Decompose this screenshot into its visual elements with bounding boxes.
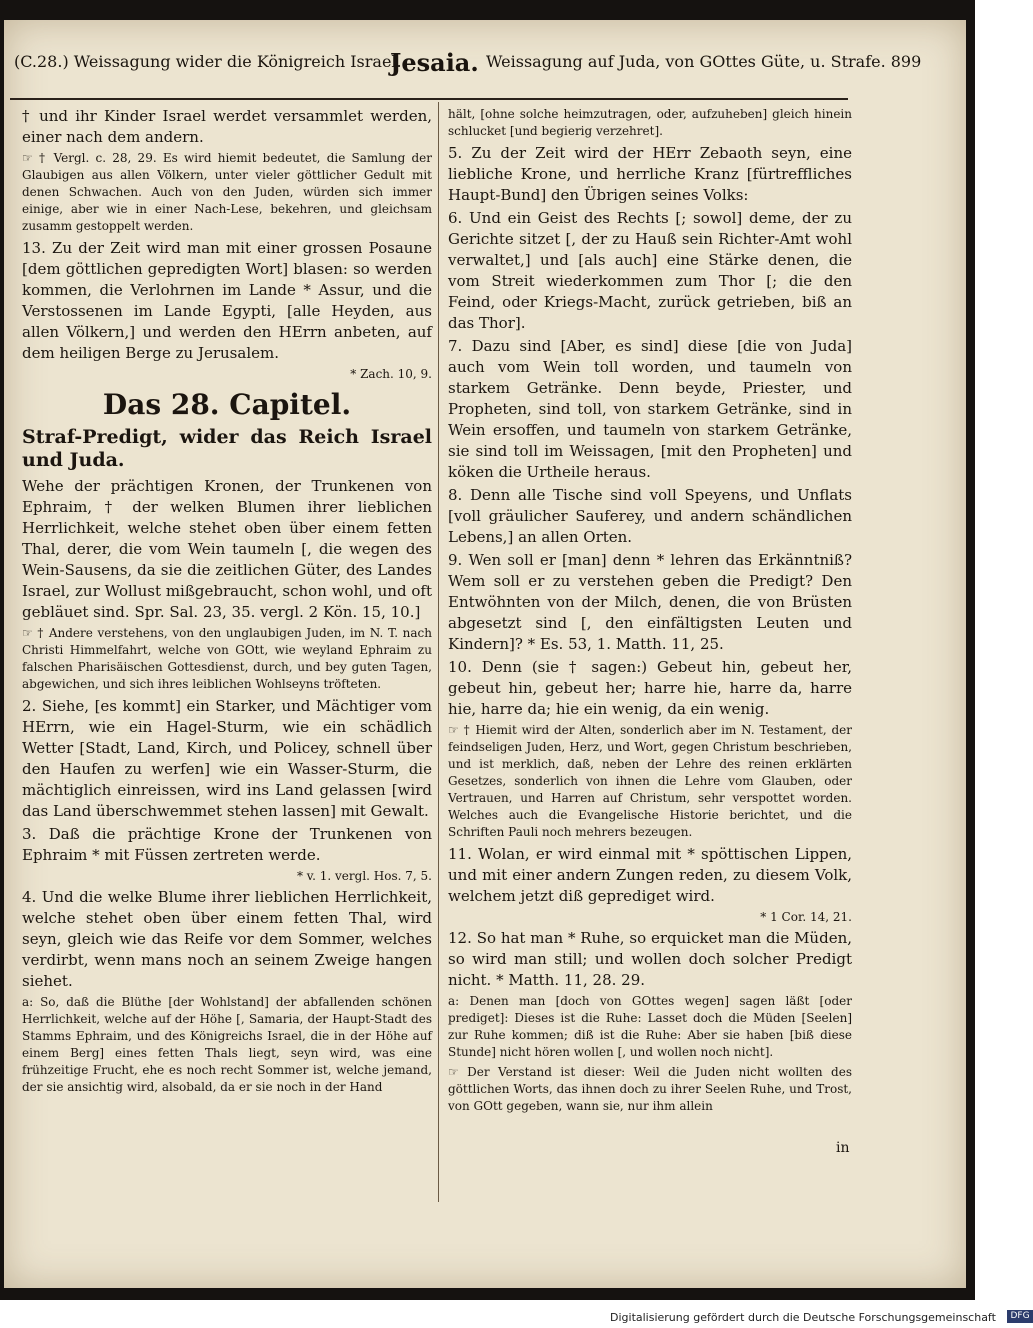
verse-paragraph: 12. So hat man * Ruhe, so erquicket man die Müden, so wird man still; und wollen doch solcher Predigt nicht. * Matth. 11, 28. 29. (448, 929, 852, 989)
verse-paragraph: 6. Und ein Geist des Rechts [; sowol] deme, der zu Gerichte sitzet [, der zu Hauß sein Richter-Amt wohl verwaltet,] und [als auch] eine Stärke denen, die vom Streit wiederkommen zum Thor [; die den Feind, oder Kriegs-Macht, zurück getrieben, biß an das Thor]. (448, 209, 852, 332)
cross-reference: * 1 Cor. 14, 21. (760, 910, 852, 924)
header-rule (10, 98, 848, 100)
verse-paragraph: 5. Zu der Zeit wird der HErr Zebaoth seyn, eine liebliche Krone, und herrliche Kranz [fürtreffliches Haupt-Bund] den Übrigen seines Volks: (448, 144, 852, 204)
header-right: Weissagung auf Juda, von GOttes Güte, u. Strafe. 899 (486, 52, 922, 71)
commentary-note: a: Denen man [doch von GOttes wegen] sagen läßt [oder prediget]: Dieses ist die Ruhe: Lasset doch die Müden [Seelen] zur Ruhe kommen; diß ist die Ruhe: Aber sie haben [biß diese Stunde] nicht hören wollen [, und wollen noch nicht]. (448, 994, 852, 1059)
verse-paragraph: 11. Wolan, er wird einmal mit * spöttischen Lippen, und mit einer andern Zungen reden, zu diesem Volk, welchem jetzt diß geprediget wird. (448, 845, 852, 905)
chapter-subtitle: Straf-Predigt, wider das Reich Israel und Juda. (22, 426, 432, 471)
right-column (448, 106, 852, 1118)
footer (610, 1306, 1030, 1324)
left-column (22, 106, 432, 1099)
dfg-logo-icon: DFG (1007, 1310, 1033, 1323)
header-left: (C.28.) Weissagung wider die Königreich Israel. (14, 52, 402, 71)
verse-paragraph: 3. Daß die prächtige Krone der Trunkenen von Ephraim * mit Füssen zertreten werde. (22, 825, 432, 864)
commentary-note: ☞ † Hiemit wird der Alten, sonderlich aber im N. Testament, der feindseligen Juden, Herz, und Wort, gegen Christum beschrieben, und ist merklich, daß, neben der Lehre des reinen erklärten Gesetzes, sonderlich von ihnen die Lehre vom Glauben, oder Vertrauen, und Harren auf Christum, sehr verspottet worden. Welches auch die Evangelische Historie berichtet, und die Schriften Pauli noch mehrers bezeugen. (448, 723, 852, 839)
verse-paragraph: 4. Und die welke Blume ihrer lieblichen Herrlichkeit, welche stehet oben über einem fetten Thal, wird seyn, gleich wie das Reife vor dem Sommer, welches verdirbt, wenn mans noch an seinem Zweige hangen siehet. (22, 888, 432, 990)
verse-paragraph: 7. Dazu sind [Aber, es sind] diese [die von Juda] auch vom Wein toll worden, und taumeln von starkem Getränke. Denn beyde, Priester, und Propheten, sind toll, von starkem Getränke, sind in Wein ersoffen, und taumeln von starkem Getränke, sie sind toll im Weissagen, [mit den Propheten] und köken die Urtheile heraus. (448, 337, 852, 481)
cross-reference: * v. 1. vergl. Hos. 7, 5. (296, 869, 432, 883)
catchword: in (836, 1140, 850, 1156)
chapter-title: Das 28. Capitel. (102, 388, 352, 421)
cross-reference: * Zach. 10, 9. (350, 367, 432, 381)
verse-paragraph: 8. Denn alle Tische sind voll Speyens, und Unflats [voll gräulicher Sauferey, und andern schändlichen Lebens,] an allen Orten. (448, 486, 852, 546)
verse-paragraph: 2. Siehe, [es kommt] ein Starker, und Mächtiger vom HErrn, wie ein Hagel-Sturm, wie ein schädlich Wetter [Stadt, Land, Kirch, und Policey, schnell über den Haufen zu werfen] wie ein Wasser-Sturm, die mächtiglich einreissen, wird ins Land gelassen [wird das Land überschwemmet stehen lassen] mit Gewalt. (22, 697, 432, 820)
verse-paragraph: Wehe der prächtigen Kronen, der Trunkenen von Ephraim, † der welken Blumen ihrer lieblichen Herrlichkeit, welche stehet oben über einem fetten Thal, derer, die vom Wein taumeln [, die wegen des Wein-Sausens, da sie die zeitlichen Güter, des Landes Israel, zur Wollust mißgebraucht, schon wohl, und oft gebläuet sind. Spr. Sal. 23, 35. vergl. 2 Kön. 15, 10.] (22, 477, 432, 621)
commentary-note: hält, [ohne solche heimzutragen, oder, aufzuheben] gleich hinein schlucket [und begierig verzehret]. (448, 107, 852, 138)
header-book-title: Jesaia. (390, 48, 479, 77)
footer-text: Digitalisierung gefördert durch die Deutsche Forschungsgemeinschaft (610, 1311, 996, 1324)
verse-paragraph: 10. Denn (sie † sagen:) Gebeut hin, gebeut her, gebeut hin, gebeut her; harre hie, harre da, harre hie, harre da; hie ein wenig, da ein wenig. (448, 658, 852, 718)
verse-paragraph: † und ihr Kinder Israel werdet versammlet werden, einer nach dem andern. (22, 107, 432, 146)
verse-paragraph: 9. Wen soll er [man] denn * lehren das Erkänntniß? Wem soll er zu verstehen geben die Predigt? Den Entwöhnten von der Milch, denen, die von Brüsten abgesetzt sind [, den einfältigsten Leuten und Kindern]? * Es. 53, 1. Matth. 11, 25. (448, 551, 852, 653)
commentary-note: ☞ † Vergl. c. 28, 29. Es wird hiemit bedeutet, die Samlung der Glaubigen aus allen Völkern, unter vieler göttlicher Gedult mit denen Schwachen. Auch von den Juden, würden sich immer einige, aber wie in einer Nach-Lese, bekehren, und gleichsam zusamm gestoppelt werden. (22, 151, 432, 233)
running-header (10, 48, 950, 92)
commentary-note: a: So, daß die Blüthe [der Wohlstand] der abfallenden schönen Herrlichkeit, welche auf der Höhe [, Samaria, der Haupt-Stadt des Stamms Ephraim, und des Königreichs Israel, die in der Höhe auf einem Berg] eines fetten Thals liegt, seyn wird, was eine frühzeitige Frucht, ehe es noch recht Sommer ist, welche jemand, der sie ansichtig wird, alsobald, da er sie noch in der Hand (22, 995, 432, 1094)
commentary-note: ☞ † Andere verstehens, von den unglaubigen Juden, im N. T. nach Christi Himmelfahrt, welche von GOtt, wie weyland Ephraim zu falschen Pharisäischen Gottesdienst, durch, und bey guten Tagen, abgewichen, und sich ihres leiblichen Wohlseyns tröfteten. (22, 626, 432, 691)
commentary-note: ☞ Der Verstand ist dieser: Weil die Juden nicht wollten des göttlichen Worts, das ihnen doch zu ihrer Seelen Ruhe, und Trost, von GOtt gegeben, wann sie, nur ihm allein (448, 1065, 852, 1113)
verse-paragraph: 13. Zu der Zeit wird man mit einer grossen Posaune [dem göttlichen gepredigten Wort] blasen: so werden kommen, die Verlohrnen im Lande * Assur, und die Verstossenen im Lande Egypti, [alle Heyden, aus allen Völkern,] und werden den HErrn anbeten, auf dem heiligen Berge zu Jerusalem. (22, 239, 432, 362)
column-separator (438, 102, 439, 1202)
